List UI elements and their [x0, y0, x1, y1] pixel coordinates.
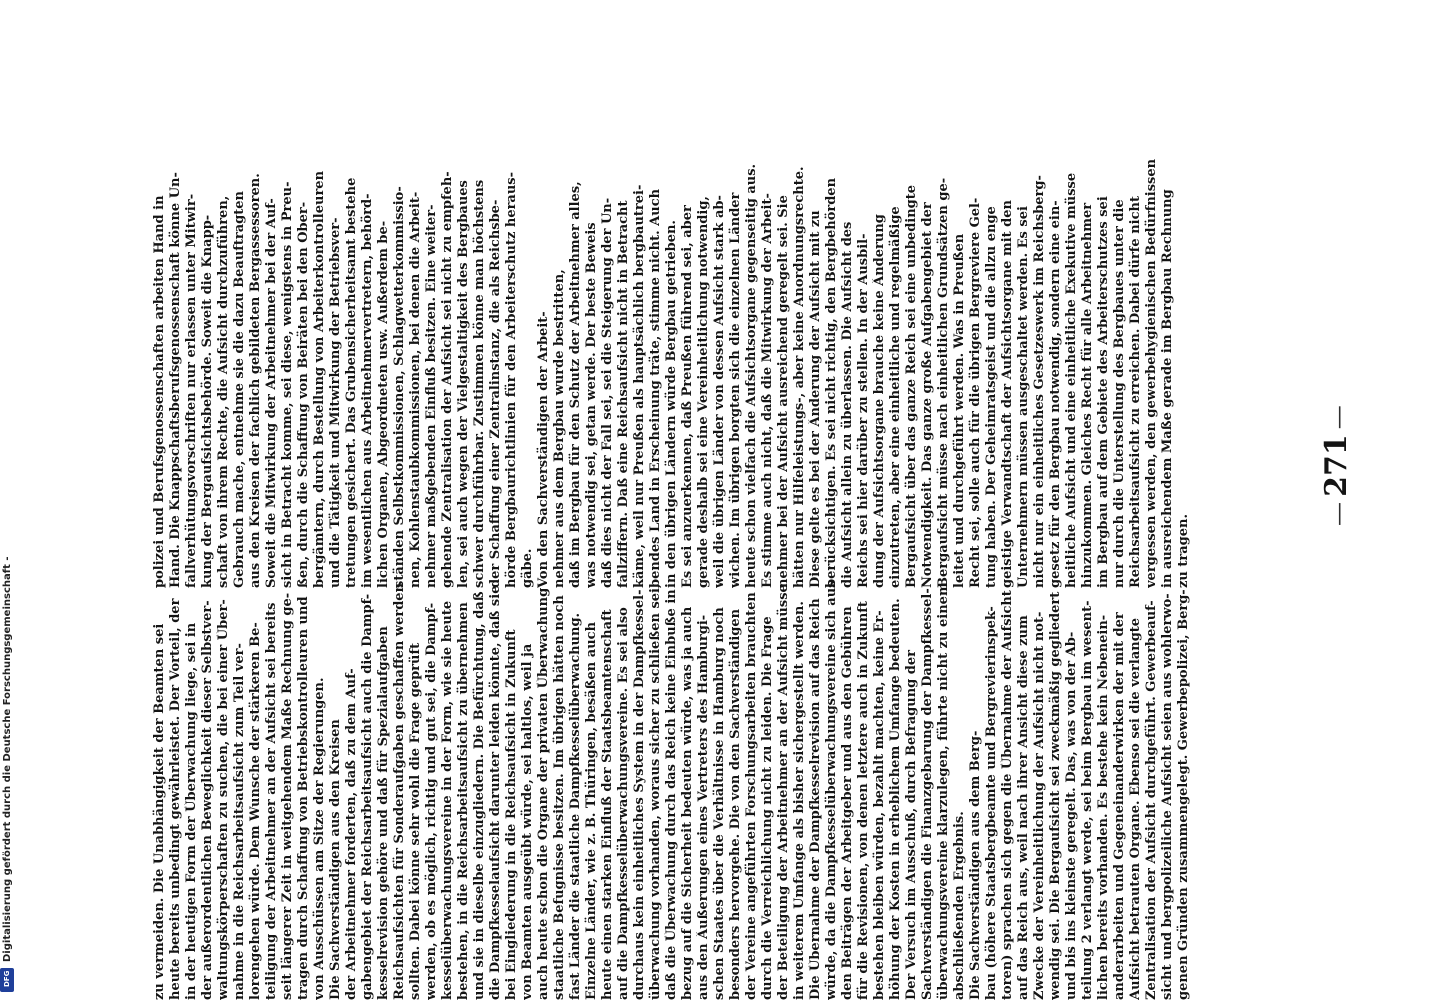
text-line: Die Übernahme der Dampfkesselrevision auf das Reich: [808, 598, 823, 1000]
text-line: schaft von ihrem Rechte, die Aufsicht durchzuführen,: [216, 195, 231, 588]
text-line: die Dampfkesselaufsicht darunter leiden könnte, daß sie: [488, 585, 503, 1000]
text-line: den Beiträgen der Arbeitgeber und aus den Gebühren: [840, 606, 855, 1000]
text-line: waltungskörperschaften zu suchen, die bei einer Über-: [216, 599, 231, 1000]
page-number-dash-left: —: [1324, 502, 1352, 526]
text-line: in den übrigen Ländern würde Bergbau getrieben.: [664, 220, 679, 588]
text-line: bestehen bleiben würden, bezahlt machten, keine Er-: [872, 610, 887, 1000]
text-line: nahme in die Reichsarbeitsaufsicht zum Teil ver-: [232, 643, 247, 1000]
text-line: teilung 2 verlangt werde, sei beim Bergbau im wesent-: [1080, 600, 1095, 1000]
text-line: teiligung der Arbeitnehmer an der Aufsicht sei bereits: [264, 602, 279, 1000]
text-line: toren) sprachen sich gegen die Übernahme der Aufsicht: [1000, 590, 1015, 1000]
text-line: abschließenden Ergebnis.: [952, 811, 967, 1000]
text-line: im wesentlichen aus Arbeitnehmervertretern, behörd-: [360, 193, 375, 588]
text-line: würde, da die Dampfkesselüberwachungsvereine sich aus: [824, 580, 839, 1000]
text-line: leitet und durchgeführt werden. Was in Preußen: [952, 233, 967, 588]
text-line: heute bereits unbedingt gewährleistet. Der Vorteil, der: [168, 598, 183, 1000]
text-line: Die Sachverständigen aus dem Berg-: [968, 730, 983, 1000]
text-line: schen Staates über die Verhältnisse in Hamburg noch: [712, 607, 727, 1000]
text-line: gäbe.: [520, 548, 535, 588]
text-line: der außerordentlichen Beweglichkeit dieser Selbstver-: [200, 600, 215, 1000]
text-line: kesselrevision gehöre und daß für Spezialaufgaben: [376, 626, 391, 1000]
dfg-logo-text: DFG: [3, 970, 11, 987]
text-line: sicht in Betracht komme, sei diese, wenigstens in Preu-: [280, 181, 295, 588]
text-line: Bergaufsicht über das ganze Reich sei eine unbedingte: [904, 184, 919, 588]
text-line: Aufsicht betrauten Organe. Ebenso sei die verlangte: [1128, 617, 1143, 1000]
text-line: was notwendig sei, getan werde. Der beste Beweis: [584, 222, 599, 588]
text-line: heute schon vielfach die Aufsichtsorgane gegenseitig aus.: [744, 163, 759, 588]
text-line: Der Versuch im Ausschuß, durch Befragung der: [904, 650, 919, 1000]
text-line: für die Revisionen, von denen letztere auch in Zukunft: [856, 601, 871, 1000]
page-number-dash-right: —: [1324, 405, 1352, 430]
text-line: vergessen werden, den gewerbehygienischen Bedürfnissen: [1144, 158, 1159, 588]
text-line: auf das Reich aus, weil nach ihrer Ansicht diese zum: [1016, 615, 1031, 1000]
text-line: ßen, durch die Schaffung von Beiräten bei den Ober-: [296, 201, 311, 588]
text-line: die Aufsicht allein zu überlassen. Die Aufsicht des: [840, 221, 855, 588]
text-line: anderarbeiten und Gegeneinanderwirken der mit der: [1112, 612, 1127, 1000]
text-line: staatliche Befugnisse besitzen. Im übrigen hätten noch: [552, 595, 567, 1000]
text-line: kesselüberwachungsvereine in der Form, wie sie heute: [440, 600, 455, 1000]
text-line: geistige Verwandtschaft der Aufsichtsorgane mit den: [1000, 200, 1015, 588]
text-line: auch heute schon die Organe der privaten Überwachung: [536, 587, 551, 1000]
text-line: Reichsaufsichten für Sonderaufgaben geschaffen werden: [392, 582, 407, 1000]
text-line: Von den Sachverständigen der Arbeit-: [536, 311, 551, 588]
page-header: [1319, 405, 1354, 526]
text-line: überwachung vorhanden, woraus sicher zu schließen sei,: [648, 583, 663, 1000]
text-line: Recht sei, solle auch für die übrigen Bergreviere Gel-: [968, 197, 983, 588]
text-line: aus den Äußerungen eines Vertreters des Hamburgi-: [696, 614, 711, 1000]
text-line: Bergaufsicht müsse nach einheitlichen Grundsätzen ge-: [936, 177, 951, 588]
text-line: von Beamten ausgeübt würde, sei haltlos, weil ja: [520, 643, 535, 1000]
text-line: lorengehen würde. Dem Wunsche der stärkeren Be-: [248, 622, 263, 1000]
text-line: Notwendigkeit. Das ganze große Aufgabengebiet der: [920, 202, 935, 588]
text-line: nehmer maßgebenden Einfluß besitzen. Eine weiter-: [424, 204, 439, 588]
text-line: bendes Land in Erscheinung träte, stimme nicht. Auch: [648, 188, 663, 588]
text-line: in der heutigen Form der Überwachung liege, sei in: [184, 622, 199, 1000]
text-line: Die Sachverständigen aus den Kreisen: [328, 719, 343, 1000]
text-line: fallziffern. Daß eine Reichsaufsicht nicht in Betracht: [616, 200, 631, 588]
text-line: daß im Bergbau für den Schutz der Arbeitnehmer alles,: [568, 181, 583, 588]
text-line: Zwecke der Vereinheitlichung der Aufsicht nicht not-: [1032, 611, 1047, 1000]
text-line: Soweit die Mitwirkung der Arbeitnehmer bei der Auf-: [264, 198, 279, 588]
text-line: überwachungsvereine klarzulegen, führte nicht zu einem: [936, 582, 951, 1000]
text-line: und die Tätigkeit und Mitwirkung der Betriebsver-: [328, 217, 343, 588]
text-line: daß dies nicht der Fall sei, sei die Steigerung der Un-: [600, 197, 615, 588]
text-line: Unternehmern müssen ausgeschaltet werden. Es sei: [1016, 206, 1031, 588]
text-line: seit längerer Zeit in weitgehendem Maße Rechnung ge-: [280, 592, 295, 1000]
text-line: Einzelne Länder, wie z. B. Thüringen, besäßen auch: [584, 621, 599, 1000]
text-line: und bis ins kleinste geregelt. Das, was von der Ab-: [1064, 631, 1079, 1000]
text-line: wendig sei. Die Bergaufsicht sei zweckmäßig gegliedert: [1048, 591, 1063, 1000]
text-line: zu vermeiden. Die Unabhängigkeit der Beamten sei: [152, 623, 167, 1000]
text-line: dung der Aufsichtsorgane brauche keine Änderung: [872, 214, 887, 588]
text-line: aus den Kreisen der fachlich gebildeten Bergassessoren.: [248, 173, 263, 588]
text-line: len, sei auch wegen der Vielgestaltigkeit des Bergbaues: [456, 180, 471, 588]
text-line: Hand. Die Knappschaftsberufsgenossenschaft könne Un-: [168, 172, 183, 588]
text-line: besonders hervorgehe. Die von den Sachverständigen: [728, 608, 743, 1000]
text-line: gerade deshalb sei eine Vereinheitlichung notwendig,: [696, 196, 711, 588]
text-line: heitliche Aufsicht und eine einheitliche Exekutive müsse: [1064, 172, 1079, 588]
text-line: Sachverständigen die Finanzgebarung der Dampfkessel-: [920, 588, 935, 1000]
text-line: wichen. Im übrigen borgten sich die einzelnen Länder: [728, 192, 743, 588]
text-line: nen, Kohlenstaubkommissionen, bei denen die Arbeit-: [408, 191, 423, 588]
text-line: auf die Dampfkesselüberwachungsvereine. Es sei also: [616, 607, 631, 1000]
text-line: nehmer bei der Aufsicht ausreichend geregelt sei. Sie: [776, 195, 791, 588]
text-line: bergämtern, durch Bestellung von Arbeiterkontrolleuren: [312, 170, 327, 588]
text-line: lichen bereits vorhanden. Es bestehe kein Nebenein-: [1096, 614, 1111, 1000]
text-line: sollten. Dabei könne sehr wohl die Frage geprüft: [408, 642, 423, 1000]
text-line: Gebrauch mache, entnehme sie die dazu Beauftragten: [232, 191, 247, 588]
text-line: zu tragen.: [1176, 514, 1191, 588]
text-line: nur durch die Unterstellung des Bergbaues unter die: [1112, 199, 1127, 588]
text-line: Es stimme auch nicht, daß die Mitwirkung der Arbeit-: [760, 193, 775, 588]
text-line: tragen durch Schaffung von Betriebskontrolleuren und: [296, 596, 311, 1000]
text-line: daß die Überwachung durch das Reich keine Einbuße in: [664, 589, 679, 1000]
text-line: sicht und bergpolizeiliche Aufsicht seien aus wohlerwo-: [1160, 593, 1175, 1000]
text-line: gesetz für den Bergbau notwendig, sondern eine ein-: [1048, 200, 1063, 588]
text-line: ständen Selbstkommissionen, Schlagwetterkommissio-: [392, 186, 407, 588]
text-line: hätten nur Hilfeleistungs-, aber keine Anordnungsrechte.: [792, 166, 807, 588]
text-line: und sie in dieselbe einzugliedern. Die Befürchtung, daß: [472, 591, 487, 1000]
text-line: höhung der Kosten in erheblichem Umfange bedeuten.: [888, 598, 903, 1000]
dfg-logo-icon: [0, 968, 14, 992]
text-line: im Bergbau auf dem Gebiete des Arbeiterschutzes sei: [1096, 196, 1111, 588]
text-line: durchaus kein einheitliches System in der Dampfkessel-: [632, 589, 647, 1000]
page-number: 271: [1319, 434, 1354, 497]
text-line: in ausreichendem Maße gerade im Bergbau Rechnung: [1160, 189, 1175, 588]
text-line: fallverhütungsvorschriften nur erlassen unter Mitwir-: [184, 193, 199, 588]
text-line: kung der Bergaufsichtsbehörde. Soweit die Knapp-: [200, 214, 215, 588]
text-line: polizei und Berufsgenossenschaften arbeiten Hand in: [152, 195, 167, 588]
text-line: Zentralisation der Aufsicht durchgeführt. Gewerbeauf-: [1144, 600, 1159, 1000]
text-line: gehende Zentralisation der Aufsicht sei nicht zu empfeh-: [440, 171, 455, 588]
text-line: Reichsarbeitsaufsicht zu erreichen. Dabei dürfe nicht: [1128, 196, 1143, 588]
text-line: schwer durchführbar. Zustimmen könne man höchstens: [472, 179, 487, 588]
text-line: Diese gelte es bei der Änderung der Aufsicht mit zu: [808, 210, 823, 588]
text-line: tung haben. Der Geheimratsgeist und die allzu enge: [984, 206, 999, 588]
text-line: hörde Bergbaurichtlinien für den Arbeiterschutz heraus-: [504, 171, 519, 588]
text-line: durch die Verreichlichung nicht zu leiden. Die Frage: [760, 616, 775, 1000]
text-line: Reichs sei hier darüber zu stellen. In der Ausbil-: [856, 233, 871, 588]
text-line: Es sei anzuerkennen, daß Preußen führend sei, aber: [680, 205, 695, 588]
text-line: käme, weil nur Preußen als hauptsächlich bergbautrei-: [632, 184, 647, 588]
text-line: fast Länder die staatliche Dampfkesselüberwachung.: [568, 612, 583, 1000]
text-line: tretungen gesichert. Das Grubensicherheitsamt bestehe: [344, 177, 359, 588]
text-line: berücksichtigen. Es sei nicht richtig, den Bergbehörden: [824, 177, 839, 588]
text-line: einzutreten, aber eine einheitliche und regelmäßige: [888, 206, 903, 588]
text-line: der Arbeitnehmer forderten, daß zu dem Auf-: [344, 668, 359, 1000]
text-line: hinzukommen. Gleiches Recht für alle Arbeitnehmer: [1080, 202, 1095, 588]
text-line: bestehen, in die Reichsarbeitsaufsicht zu übernehmen: [456, 602, 471, 1000]
text-line: nehmer aus dem Bergbau wurde bestritten,: [552, 269, 567, 588]
text-line: lichen Organen, Abgeordneten usw. Außerdem be-: [376, 220, 391, 588]
text-line: bezug auf die Sicherheit bedeuten würde, was ja auch: [680, 606, 695, 1000]
text-line: in weiterem Umfange als bisher sichergestellt werden.: [792, 601, 807, 1000]
text-line: bau (höhere Staatsbergbeamte und Bergrevierinspek-: [984, 606, 999, 1000]
text-line: genen Gründen zusammengelegt. Gewerbepolizei, Berg-: [1176, 589, 1191, 1000]
text-line: werden, ob es möglich, richtig und gut sei, die Dampf-: [424, 602, 439, 1000]
text-line: bei Eingliederung in die Reichsaufsicht in Zukunft: [504, 629, 519, 1000]
text-line: gabengebiet der Reichsarbeitsaufsicht auch die Dampf-: [360, 593, 375, 1000]
text-line: nicht nur ein einheitliches Gesetzeswerk im Reichsberg-: [1032, 175, 1047, 588]
text-line: der Beteiligung der Arbeitnehmer an der Aufsicht müsse: [776, 584, 791, 1000]
text-line: weil die übrigen Länder von dessen Aufsicht stark ab-: [712, 195, 727, 588]
text-line: der Vereine angeführten Forschungsarbeiten brauchten: [744, 592, 759, 1000]
digitization-credit: Digitalisierung gefördert durch die Deutsche Forschungsgemeinschaft -: [2, 556, 13, 962]
text-line: heute einen starken Einfluß der Staatsbeamtenschaft: [600, 609, 615, 1000]
text-line: von Ausschüssen am Sitze der Regierungen.: [312, 677, 327, 1000]
text-line: der Schaffung einer Zentralinstanz, die als Reichsbe-: [488, 199, 503, 588]
